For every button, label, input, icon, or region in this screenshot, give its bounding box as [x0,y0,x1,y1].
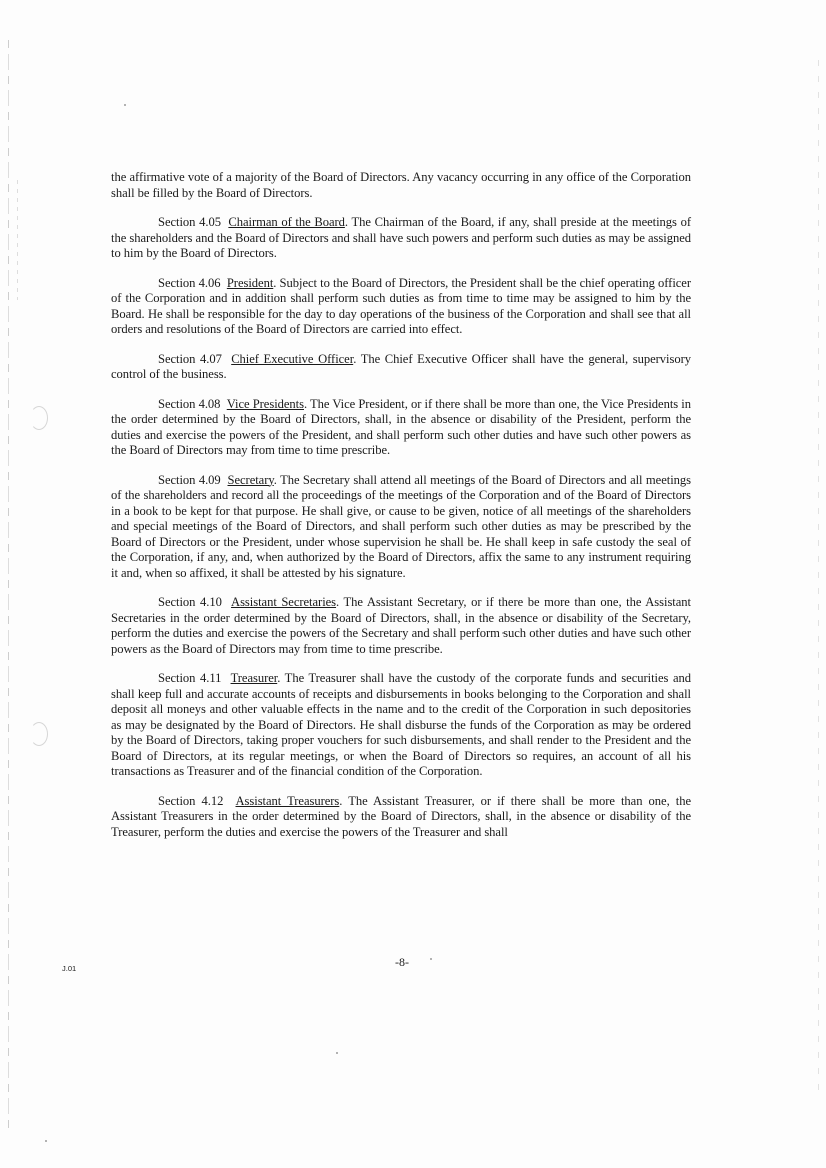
section-heading: President [226,275,274,290]
section-heading: Secretary [227,472,274,487]
footer-document-code: J.01 [62,964,77,973]
page-number: -8- [395,955,409,969]
section-number: Section 4.07 [158,351,222,366]
section-number: Section 4.11 [158,671,222,685]
section-heading: Assistant Secretaries [231,595,337,609]
section-text: . The Assistant Secretary, or if there be more than one, the Assistant Secretaries in the order determined by the Board of Directors, shall, in the absence or disability of the Secretary, perform the duties and exercise the powers of the Secretary and shall perform such other duties and have such other powers as the Board of Directors may from time to time prescribe. [111,595,691,656]
section-4-09 [111,473,691,582]
section-heading: Chief Executive Officer [231,351,354,366]
scan-speck [430,958,432,960]
section-4-12 [111,794,691,841]
document-body [111,170,691,854]
section-text: . The Vice President, or if there shall be more than one, the Vice Presidents in the order determined by the Board of Directors, shall, in the absence or disability of the President, perform the duties and exercise the powers of the President, and shall perform such other duties and have such other powers as the Board of Directors may from time to time prescribe. [111,396,691,457]
punch-hole-mark [30,406,48,430]
section-4-08 [111,397,691,459]
scan-speck [124,104,126,106]
scan-speck [45,1140,47,1142]
section-number: Section 4.10 [158,595,222,609]
section-4-07 [111,352,691,383]
section-number: Section 4.06 [158,275,221,290]
scan-speck [336,1052,338,1054]
paragraph-continuation [111,170,691,201]
section-number: Section 4.12 [158,793,224,808]
section-heading: Vice Presidents [226,396,304,411]
section-4-11 [111,671,691,780]
section-heading: Assistant Treasurers [235,793,340,808]
section-number: Section 4.09 [158,472,221,487]
section-text: . The Secretary shall attend all meetings of the Board of Directors and all meetings of the shareholders and record all the proceedings of the meetings of the Corporation and of the Board of Directors in a book to be kept for that purpose. He shall give, or cause to be given, notice of all meetings of the shareholders and special meetings of the Board of Directors, and shall perform such other duties as may be prescribed by the Board of Directors or the President, under whose supervision he shall be. He shall keep in safe custody the seal of the Corporation, if any, and, when authorized by the Board of Directors, affix the same to any instrument requiring it and, when so affixed, it shall be attested by his signature. [111,472,691,580]
section-4-06 [111,276,691,338]
section-text: . The Chairman of the Board, if any, shall preside at the meetings of the shareholders and the Board of Directors and shall have such powers and perform such duties as may be assigned to him by the Board of Directors. [111,215,691,260]
punch-hole-mark [30,722,48,746]
scan-edge-artifact-right [818,60,819,1100]
section-number: Section 4.08 [158,396,221,411]
scan-edge-artifact-left-inner [17,180,18,300]
section-text: . Subject to the Board of Directors, the President shall be the chief operating officer of the Corporation and in addition shall perform such duties as from time to time may be assigned to him by the Board. He shall be responsible for the day to day operations of the business of the Corporation and shall see that all orders and resolutions of the Board of Directors are carried into effect. [111,275,691,336]
section-number: Section 4.05 [158,215,221,229]
section-4-10 [111,595,691,657]
section-4-05 [111,215,691,262]
section-text: . The Assistant Treasurer, or if there shall be more than one, the Assistant Treasurers in the order determined by the Board of Directors, shall, in the absence or disability of the Treasurer, perform the duties and exercise the powers of the Treasurer and shall [111,793,691,839]
section-text: . The Treasurer shall have the custody of the corporate funds and securities and shall keep full and accurate accounts of receipts and disbursements in books belonging to the Corporation and shall deposit all moneys and other valuable effects in the name and to the credit of the Corporation in such depositories as may be designated by the Board of Directors. He shall disburse the funds of the Corporation as may be ordered by the Board of Directors, taking proper vouchers for such disbursements, and shall render to the President and the Board of Directors, at its regular meetings, or when the Board of Directors so requires, an account of all his transactions as Treasurer and of the financial condition of the Corporation. [111,671,691,778]
section-text: . The Chief Executive Officer shall have the general, supervisory control of the business. [111,351,691,381]
section-heading: Treasurer [230,671,278,685]
paragraph-text: the affirmative vote of a majority of the Board of Directors. Any vacancy occurring in any office of the Corporation shall be filled by the Board of Directors. [111,170,691,200]
scan-edge-artifact-left [8,40,9,1130]
section-heading: Chairman of the Board [228,215,345,229]
